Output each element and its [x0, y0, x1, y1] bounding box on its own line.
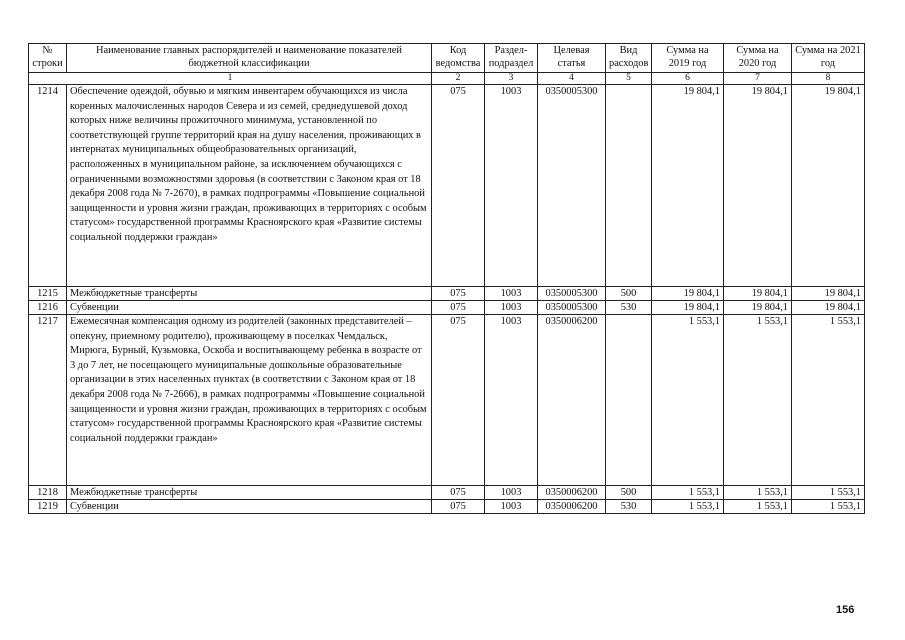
table-row: [29, 486, 865, 500]
row-vid: 530: [606, 301, 652, 315]
row-number: 1216: [29, 301, 67, 315]
column-number-row: [29, 73, 865, 85]
row-name: Обеспечение одеждой, обувью и мягким инвентарем обучающихся из числа коренных малочисленных народов Севера и из семей, среднедушевой доход которых ниже величины прожиточного минимума, установленной по соответствующей группе территорий края на душу населения, проживающих в интернатах муниципальных общеобразовательных организаций, расположенных в муниципальном районе, за исключением обучающихся с ограниченными возможностями здоровья (в соответствии с Законом края от 18 декабря 2008 года № 7-2670), в рамках подпрограммы «Повышение социальной защищенности и уровня жизни граждан, проживающих в территориях с особым статусом» государственной программы Красноярского края «Развитие системы социальной поддержки граждан»: [67, 85, 432, 287]
row-vedomstvo: 075: [432, 486, 485, 500]
row-vid: [606, 315, 652, 486]
row-number: 1219: [29, 500, 67, 514]
column-number: 6: [652, 73, 724, 85]
column-number: 2: [432, 73, 485, 85]
row-vedomstvo: 075: [432, 301, 485, 315]
row-razdel: 1003: [485, 500, 538, 514]
row-sum-2019: 19 804,1: [652, 301, 724, 315]
row-sum-2019: 19 804,1: [652, 287, 724, 301]
table-row: [29, 287, 865, 301]
table-header-row: [29, 44, 865, 73]
header-vedomstvo: Код ведомства: [432, 44, 485, 73]
row-razdel: 1003: [485, 287, 538, 301]
row-vid: [606, 85, 652, 287]
row-sum-2019: 1 553,1: [652, 486, 724, 500]
header-razdel: Раздел-подраздел: [485, 44, 538, 73]
column-number: 1: [29, 73, 432, 85]
row-razdel: 1003: [485, 486, 538, 500]
row-sum-2021: 1 553,1: [792, 486, 865, 500]
row-name: Субвенции: [67, 500, 432, 514]
row-sum-2021: 1 553,1: [792, 500, 865, 514]
row-vedomstvo: 075: [432, 500, 485, 514]
row-statya: 0350006200: [538, 315, 606, 486]
row-sum-2020: 1 553,1: [724, 500, 792, 514]
row-name: Межбюджетные трансферты: [67, 287, 432, 301]
table-row: [29, 85, 865, 287]
header-sum-2020: Сумма на 2020 год: [724, 44, 792, 73]
row-number: 1218: [29, 486, 67, 500]
header-row-number: № строки: [29, 44, 67, 73]
row-statya: 0350006200: [538, 500, 606, 514]
row-statya: 0350005300: [538, 287, 606, 301]
header-statya: Целевая статья: [538, 44, 606, 73]
row-sum-2021: 1 553,1: [792, 315, 865, 486]
row-vedomstvo: 075: [432, 315, 485, 486]
header-sum-2019: Сумма на 2019 год: [652, 44, 724, 73]
table-row: [29, 301, 865, 315]
row-razdel: 1003: [485, 85, 538, 287]
row-name: Межбюджетные трансферты: [67, 486, 432, 500]
row-name: Субвенции: [67, 301, 432, 315]
row-vid: 530: [606, 500, 652, 514]
row-sum-2019: 1 553,1: [652, 315, 724, 486]
column-number: 7: [724, 73, 792, 85]
row-number: 1214: [29, 85, 67, 287]
row-sum-2020: 19 804,1: [724, 301, 792, 315]
header-vid: Вид расходов: [606, 44, 652, 73]
row-vid: 500: [606, 486, 652, 500]
row-vedomstvo: 075: [432, 287, 485, 301]
row-number: 1217: [29, 315, 67, 486]
column-number: 3: [485, 73, 538, 85]
row-razdel: 1003: [485, 315, 538, 486]
row-vid: 500: [606, 287, 652, 301]
row-sum-2019: 1 553,1: [652, 500, 724, 514]
page-number: 156: [836, 604, 855, 616]
row-vedomstvo: 075: [432, 85, 485, 287]
row-sum-2020: 1 553,1: [724, 315, 792, 486]
column-number: 5: [606, 73, 652, 85]
row-sum-2021: 19 804,1: [792, 301, 865, 315]
row-statya: 0350006200: [538, 486, 606, 500]
row-sum-2020: 19 804,1: [724, 287, 792, 301]
header-name: Наименование главных распорядителей и наименование показателей бюджетной классификации: [67, 44, 432, 73]
row-sum-2020: 19 804,1: [724, 85, 792, 287]
table-row: [29, 500, 865, 514]
header-sum-2021: Сумма на 2021 год: [792, 44, 865, 73]
row-name: Ежемесячная компенсация одному из родителей (законных представителей – опекуну, приемному родителю), проживающему в поселках Чемдальск, Мирюга, Бурный, Кузьмовка, Оскоба и воспитывающему ребенка в возрасте от 3 до 7 лет, не посещающего муниципальные дошкольные образовательные организации в этих населенных пунктах (в соответствии с Законом края от 18 декабря 2008 года № 7-2666), в рамках подпрограммы «Повышение социальной защищенности и уровня жизни граждан, проживающих в территориях с особым статусом» государственной программы Красноярского края «Развитие системы социальной поддержки граждан»: [67, 315, 432, 486]
row-number: 1215: [29, 287, 67, 301]
table-row: [29, 315, 865, 486]
column-number: 4: [538, 73, 606, 85]
row-sum-2021: 19 804,1: [792, 85, 865, 287]
budget-table: [28, 43, 865, 514]
row-sum-2021: 19 804,1: [792, 287, 865, 301]
row-razdel: 1003: [485, 301, 538, 315]
row-sum-2020: 1 553,1: [724, 486, 792, 500]
row-statya: 0350005300: [538, 85, 606, 287]
row-sum-2019: 19 804,1: [652, 85, 724, 287]
column-number: 8: [792, 73, 865, 85]
row-statya: 0350005300: [538, 301, 606, 315]
